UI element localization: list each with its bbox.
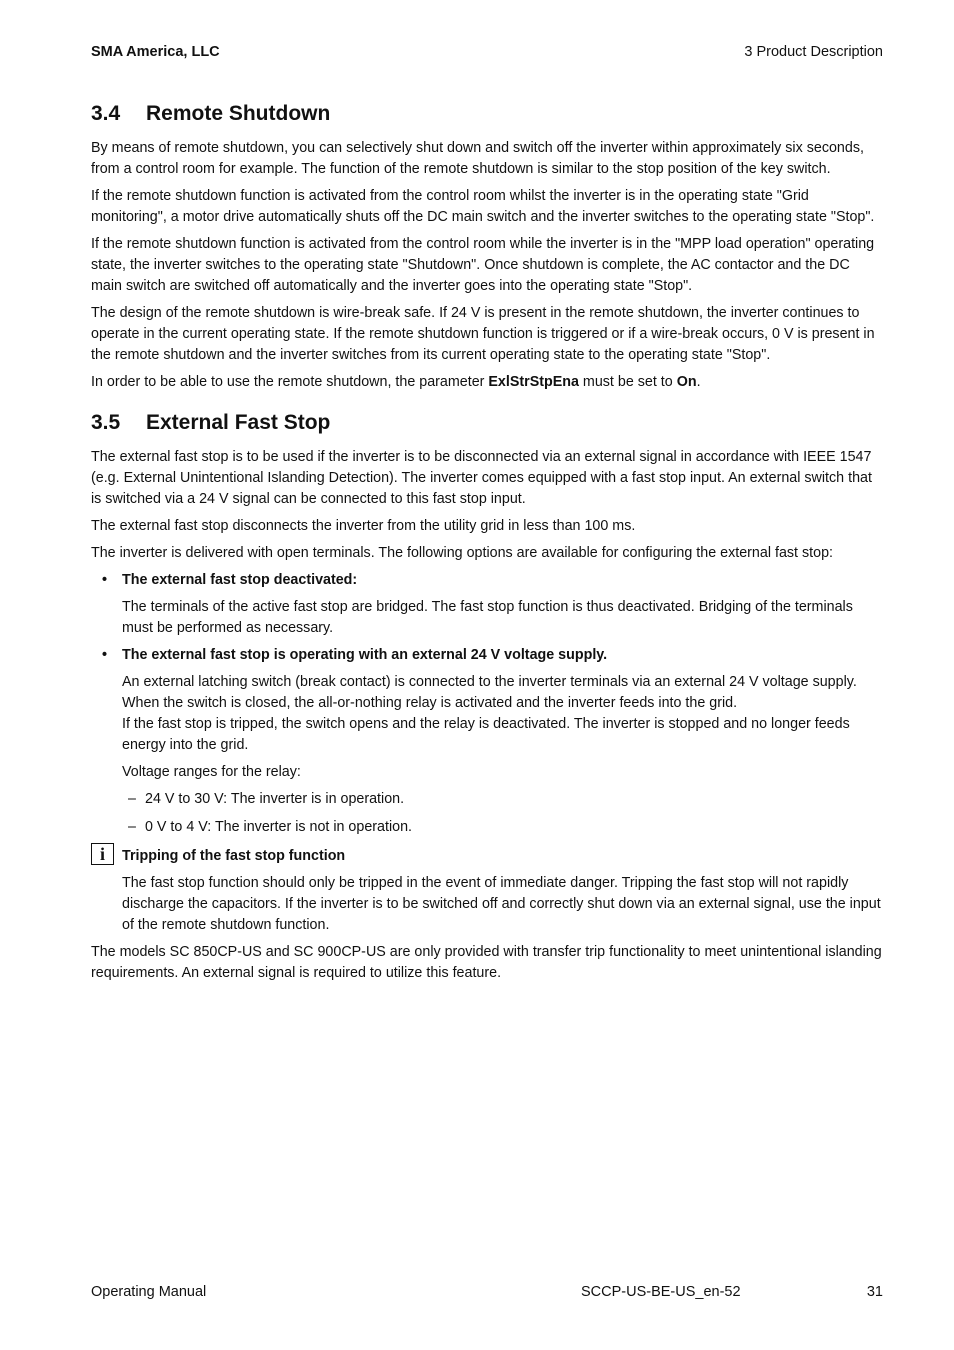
option-title: The external fast stop deactivated:: [122, 572, 358, 588]
page-header: [91, 44, 883, 64]
paragraph: The models SC 850CP-US and SC 900CP-US are only provided with transfer trip functionality to meet unintentional islanding requirements. An external signal is required to utilize this feature.: [91, 944, 882, 981]
section-remote-shutdown: [91, 100, 883, 393]
footer-page-number: 31: [866, 1284, 883, 1300]
option-title: The external fast stop is operating with an external 24 V voltage supply.: [122, 647, 608, 663]
voltage-range-item: [91, 789, 883, 810]
header-chapter: 3 Product Description: [744, 44, 883, 60]
paragraph: The inverter is delivered with open terminals. The following options are available for configuring the external fast stop:: [91, 545, 833, 561]
section-title: External Fast Stop: [146, 411, 331, 434]
option-item: [91, 570, 883, 591]
dash-icon: –: [128, 819, 136, 835]
section-title: Remote Shutdown: [146, 102, 331, 125]
paragraph: By means of remote shutdown, you can selectively shut down and switch off the inverter within approximately six seconds, from a control room for example. The function of the remote shutdown is similar to the stop position of the key switch.: [91, 140, 864, 177]
page-content: [91, 100, 883, 990]
footer-doc-code: SCCP-US-BE-US_en-52: [581, 1284, 741, 1300]
voltage-range-text: 0 V to 4 V: The inverter is not in operation.: [145, 819, 413, 835]
footer-manual: Operating Manual: [91, 1284, 207, 1300]
info-title-text: Tripping of the fast stop function: [122, 848, 346, 864]
section-heading-remote-shutdown: [91, 100, 883, 128]
section-external-fast-stop: [91, 409, 883, 984]
info-note-title: [91, 846, 883, 867]
voltage-ranges-intro: Voltage ranges for the relay:: [122, 764, 301, 780]
text-run: must be set to: [578, 374, 677, 390]
voltage-range-text: 24 V to 30 V: The inverter is in operation.: [145, 791, 405, 807]
bullet-icon: •: [102, 647, 108, 663]
paragraph: If the remote shutdown function is activated from the control room whilst the inverter is in the operating state "Grid monitoring", a motor drive automatically shuts off the DC main switch and the inverter switches to the operating state "Stop".: [91, 188, 875, 225]
dash-icon: –: [128, 791, 136, 807]
section-number: 3.4: [91, 102, 121, 125]
option-description: The terminals of the active fast stop are bridged. The fast stop function is thus deactivated. Bridging of the terminals must be performed as necessary.: [122, 599, 853, 636]
voltage-range-item: [91, 817, 883, 838]
text-run: .: [696, 374, 701, 390]
paragraph: The design of the remote shutdown is wire-break safe. If 24 V is present in the remote shutdown, the inverter continues to operate in the current operating state. If the remote shutdown function is triggered or if a wire-break occurs, 0 V is present in the remote shutdown and the inverter switches from its current operating state to the operating state "Stop".: [91, 305, 875, 363]
option-description: An external latching switch (break contact) is connected to the inverter terminals via an external 24 V voltage supply. When the switch is closed, the all-or-nothing relay is activated and the inverter feeds into the grid.: [122, 674, 857, 711]
paragraph-parameter: [91, 372, 883, 393]
text-run: In order to be able to use the remote shutdown, the parameter: [91, 374, 489, 390]
info-note-text: The fast stop function should only be tripped in the event of immediate danger. Tripping the fast stop will not rapidly discharge the capacitors. If the inverter is to be switched off and correctly shut down via an external signal, use the input of the remote shutdown function.: [122, 875, 881, 933]
info-icon: i: [91, 843, 114, 865]
section-number: 3.5: [91, 411, 121, 434]
paragraph: The external fast stop disconnects the inverter from the utility grid in less than 100 ms.: [91, 518, 636, 534]
option-item: [91, 645, 883, 666]
parameter-name: ExlStrStpEna: [488, 374, 579, 390]
bullet-icon: •: [102, 572, 108, 588]
option-description: If the fast stop is tripped, the switch opens and the relay is deactivated. The inverter is stopped and no longer feeds energy into the grid.: [122, 716, 850, 753]
header-company: SMA America, LLC: [91, 44, 220, 60]
paragraph: The external fast stop is to be used if the inverter is to be disconnected via an external signal in accordance with IEEE 1547 (e.g. External Unintentional Islanding Detection). The inverter comes equipped with a fast stop input. An external switch that is switched via a 24 V signal can be connected to this fast stop input.: [91, 449, 872, 507]
parameter-value: On: [676, 374, 697, 390]
paragraph: If the remote shutdown function is activated from the control room while the inverter is in the "MPP load operation" operating state, the inverter switches to the operating state "Shutdown". Once shutdown is complete, the AC contactor and the DC main switch are switched off automatically and the inverter goes into the operating state "Stop".: [91, 236, 875, 294]
section-heading-external-fast-stop: [91, 409, 883, 437]
